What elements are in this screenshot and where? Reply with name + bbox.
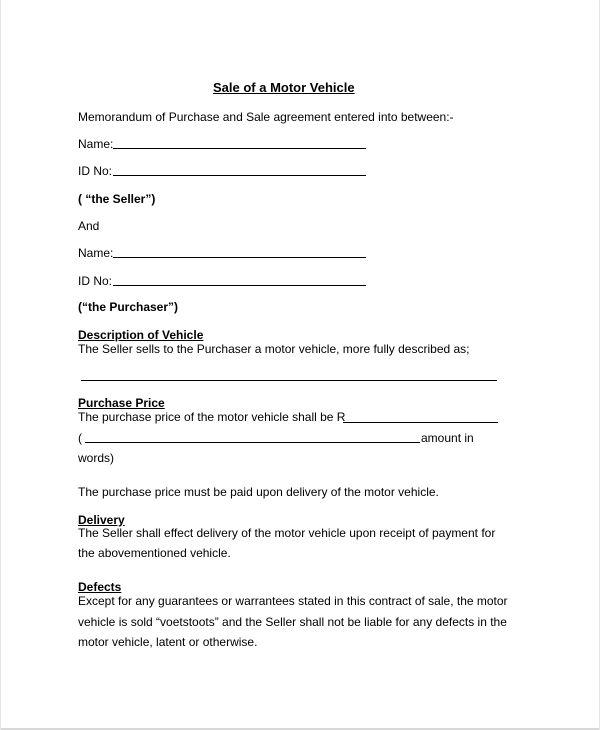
price-text: The purchase price of the motor vehicle shall be R (78, 410, 346, 424)
price-heading: Purchase Price (78, 396, 165, 410)
words-text: words) (78, 451, 115, 465)
and-text: And (78, 219, 100, 233)
defects-text-line-2: vehicle is sold “voetstoots” and the Seller shall not be liable for any defects in the (78, 615, 507, 629)
seller-name-label: Name: (78, 137, 114, 151)
purchaser-role-label: (“the Purchaser”) (78, 300, 179, 314)
defects-text-line-3: motor vehicle, latent or otherwise. (78, 635, 258, 649)
purchaser-id-label: ID No: (78, 274, 113, 288)
price-words-line[interactable] (85, 442, 420, 443)
defects-heading: Defects (78, 580, 122, 594)
price-amount-line[interactable] (343, 422, 498, 423)
purchaser-name-label: Name: (78, 246, 114, 260)
delivery-text-line-1: The Seller shall effect delivery of the motor vehicle upon receipt of payment for (78, 526, 496, 540)
purchaser-name-line[interactable] (113, 257, 366, 258)
delivery-text-line-2: the abovementioned vehicle. (78, 546, 231, 560)
seller-name-line[interactable] (113, 148, 366, 149)
seller-id-line[interactable] (113, 175, 366, 176)
purchaser-id-line[interactable] (113, 285, 366, 286)
memorandum-text: Memorandum of Purchase and Sale agreement entered into between:- (78, 110, 454, 124)
seller-role-label: ( “the Seller”) (78, 192, 156, 206)
document-title: Sale of a Motor Vehicle (213, 80, 355, 95)
description-text: The Seller sells to the Purchaser a motor vehicle, more fully described as; (78, 342, 470, 356)
amount-in-text: amount in (421, 431, 474, 445)
vehicle-description-line[interactable] (81, 380, 497, 381)
payment-text: The purchase price must be paid upon delivery of the motor vehicle. (78, 485, 439, 499)
price-open-paren: ( (78, 431, 82, 445)
description-heading: Description of Vehicle (78, 328, 204, 342)
delivery-heading: Delivery (78, 513, 125, 527)
defects-text-line-1: Except for any guarantees or warrantees stated in this contract of sale, the motor (78, 594, 508, 608)
seller-id-label: ID No: (78, 164, 113, 178)
